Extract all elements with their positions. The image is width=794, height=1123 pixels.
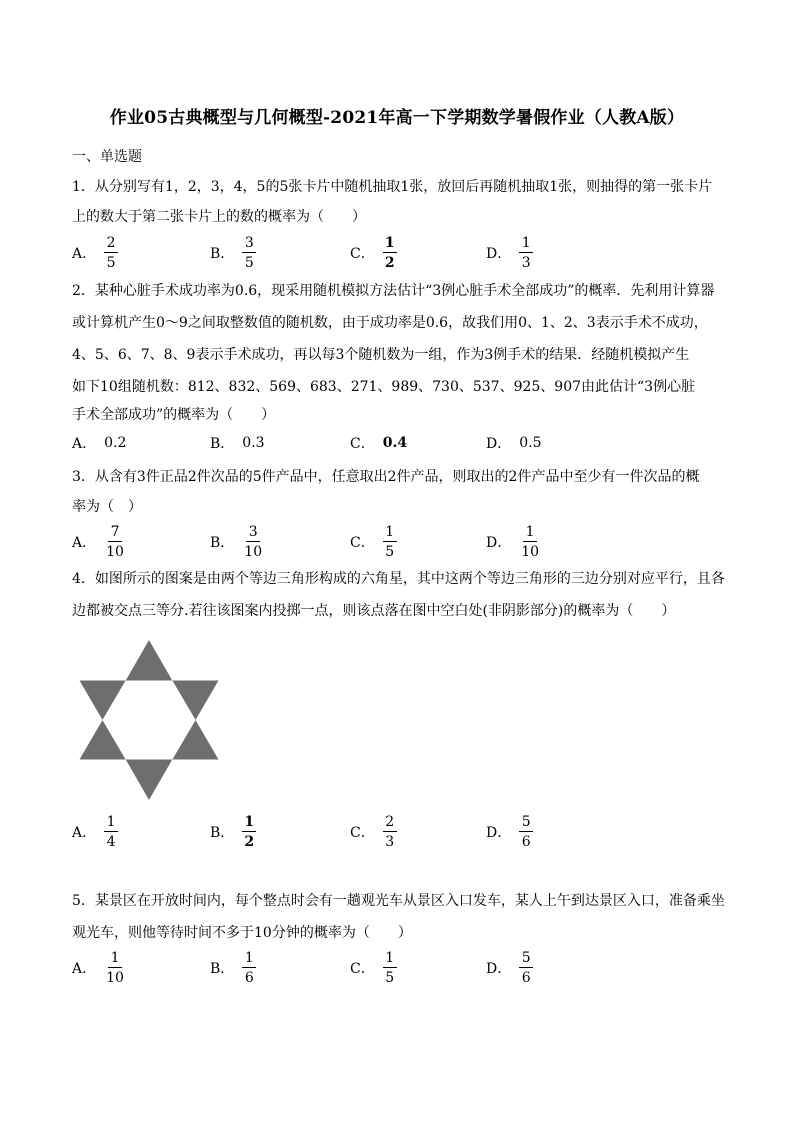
option-value: 0.3 bbox=[242, 435, 265, 451]
numerator: 1 bbox=[523, 525, 537, 542]
q4-line-2: 边都被交点三等分.若往该图案内投掷一点，则该点落在图中空白处(非阴影部分)的概率为（ ） bbox=[72, 603, 676, 619]
denominator: 5 bbox=[106, 255, 116, 271]
q1-line-2: 上的数大于第二张卡片上的数的概率为（ ） bbox=[72, 209, 366, 225]
option-fraction bbox=[383, 236, 397, 270]
numerator: 1 bbox=[519, 236, 533, 253]
q5-option-b[interactable] bbox=[210, 946, 256, 990]
numerator: 3 bbox=[246, 525, 260, 542]
q2-options bbox=[72, 421, 722, 465]
q1-options bbox=[72, 231, 722, 275]
option-fraction bbox=[519, 236, 533, 270]
denominator: 3 bbox=[521, 255, 531, 271]
page-title: 作业05古典概型与几何概型-2021年高一下学期数学暑假作业（人教A版） bbox=[109, 108, 685, 128]
option-fraction bbox=[383, 815, 397, 849]
q3-option-b[interactable] bbox=[210, 520, 264, 564]
numerator: 7 bbox=[108, 525, 122, 542]
q3-line-2: 率为（ ） bbox=[72, 499, 142, 515]
option-fraction bbox=[383, 525, 397, 559]
denominator: 6 bbox=[521, 970, 531, 986]
section-heading: 一、单选题 bbox=[72, 149, 142, 165]
option-label: A． bbox=[72, 961, 97, 977]
option-fraction bbox=[383, 951, 397, 985]
denominator: 5 bbox=[244, 255, 254, 271]
option-label: D． bbox=[486, 436, 512, 452]
q2-line-3: 4、5、6、7、8、9表示手术成功，再以每3个随机数为一组，作为3例手术的结果．经随机模拟产生 bbox=[72, 347, 690, 363]
option-label: A． bbox=[72, 436, 97, 452]
option-label: B． bbox=[210, 825, 235, 841]
q2-option-b[interactable] bbox=[210, 421, 265, 465]
option-fraction bbox=[519, 815, 533, 849]
q1-option-a[interactable] bbox=[72, 231, 118, 275]
option-label: B． bbox=[210, 246, 235, 262]
denominator: 6 bbox=[521, 834, 531, 850]
option-label: A． bbox=[72, 535, 97, 551]
numerator: 1 bbox=[242, 951, 256, 968]
numerator: 1 bbox=[383, 951, 397, 968]
q3-option-d[interactable] bbox=[486, 520, 541, 564]
denominator: 2 bbox=[244, 834, 255, 850]
q4-option-c[interactable] bbox=[350, 810, 397, 854]
numerator: 1 bbox=[108, 951, 122, 968]
hexagram-figure bbox=[78, 636, 220, 802]
q2-line-4: 如下10组随机数：812、832、569、683、271、989、730、537、925、907由此估计“3例心脏 bbox=[72, 379, 696, 395]
numerator: 5 bbox=[519, 815, 533, 832]
numerator: 1 bbox=[383, 236, 397, 253]
option-fraction bbox=[519, 525, 541, 559]
denominator: 10 bbox=[521, 544, 540, 560]
q4-option-d[interactable] bbox=[486, 810, 533, 854]
option-fraction bbox=[242, 236, 256, 270]
option-value: 0.2 bbox=[104, 435, 127, 451]
option-label: C． bbox=[350, 436, 375, 452]
q2-option-a[interactable] bbox=[72, 421, 126, 465]
q4-option-a[interactable] bbox=[72, 810, 118, 854]
option-label: A． bbox=[72, 825, 97, 841]
q1-option-b[interactable] bbox=[210, 231, 256, 275]
option-label: C． bbox=[350, 535, 375, 551]
option-fraction bbox=[242, 815, 256, 849]
option-label: C． bbox=[350, 961, 375, 977]
denominator: 10 bbox=[244, 544, 263, 560]
option-value: 0.4 bbox=[382, 435, 408, 451]
denominator: 3 bbox=[385, 834, 395, 850]
option-fraction bbox=[104, 525, 126, 559]
q2-line-5: 手术全部成功”的概率为（ ） bbox=[72, 407, 276, 423]
option-label: D． bbox=[486, 825, 512, 841]
denominator: 5 bbox=[385, 970, 395, 986]
option-label: D． bbox=[486, 961, 512, 977]
option-label: A． bbox=[72, 246, 97, 262]
option-fraction bbox=[104, 951, 126, 985]
numerator: 2 bbox=[104, 236, 118, 253]
option-label: B． bbox=[210, 961, 235, 977]
q1-option-d[interactable] bbox=[486, 231, 533, 275]
option-fraction bbox=[242, 951, 256, 985]
option-fraction bbox=[242, 525, 264, 559]
q3-option-a[interactable] bbox=[72, 520, 126, 564]
denominator: 10 bbox=[106, 970, 124, 986]
option-label: B． bbox=[210, 436, 235, 452]
q5-line-1: 5．某景区在开放时间内，每个整点时会有一趟观光车从景区入口发车，某人上午到达景区入口，准备乘坐 bbox=[72, 893, 725, 909]
q3-option-c[interactable] bbox=[350, 520, 397, 564]
option-label: C． bbox=[350, 246, 375, 262]
q2-line-1: 2．某种心脏手术成功率为0.6，现采用随机模拟方法估计“3例心脏手术全部成功”的概率．先利用计算器 bbox=[72, 283, 715, 299]
option-label: D． bbox=[486, 535, 512, 551]
q4-option-b[interactable] bbox=[210, 810, 256, 854]
numerator: 2 bbox=[383, 815, 397, 832]
denominator: 6 bbox=[244, 970, 254, 986]
q4-options bbox=[72, 810, 722, 854]
denominator: 2 bbox=[384, 255, 395, 271]
option-value: 0.5 bbox=[519, 435, 542, 451]
q2-line-2: 或计算机产生0～9之间取整数值的随机数，由于成功率是0.6，故我们用0、1、2、3表示手术不成功， bbox=[72, 315, 708, 331]
option-label: C． bbox=[350, 825, 375, 841]
q5-options bbox=[72, 946, 722, 990]
q2-option-d[interactable] bbox=[486, 421, 542, 465]
q5-option-d[interactable] bbox=[486, 946, 533, 990]
option-label: B． bbox=[210, 535, 235, 551]
denominator: 5 bbox=[385, 544, 395, 560]
q4-line-1: 4．如图所示的图案是由两个等边三角形构成的六角星，其中这两个等边三角形的三边分别对应平行，且各 bbox=[72, 571, 725, 587]
option-label: D． bbox=[486, 246, 512, 262]
denominator: 4 bbox=[106, 834, 116, 850]
q5-line-2: 观光车，则他等待时间不多于10分钟的概率为（ ） bbox=[72, 925, 412, 941]
denominator: 10 bbox=[106, 544, 124, 560]
q1-option-c[interactable] bbox=[350, 231, 397, 275]
option-fraction bbox=[519, 951, 533, 985]
q2-option-c[interactable] bbox=[350, 421, 407, 465]
option-fraction bbox=[104, 236, 118, 270]
shaded-triangle-top bbox=[126, 640, 173, 681]
q5-option-c[interactable] bbox=[350, 946, 397, 990]
numerator: 5 bbox=[519, 951, 533, 968]
numerator: 1 bbox=[104, 815, 118, 832]
option-fraction bbox=[104, 815, 118, 849]
shaded-triangle-bottom bbox=[126, 760, 173, 801]
q3-options bbox=[72, 520, 722, 564]
q3-line-1: 3．从含有3件正品2件次品的5件产品中，任意取出2件产品，则取出的2件产品中至少有一件次品的概 bbox=[72, 469, 700, 485]
q5-option-a[interactable] bbox=[72, 946, 126, 990]
q1-line-1: 1．从分别写有1，2，3，4，5的5张卡片中随机抽取1张，放回后再随机抽取1张，则抽得的第一张卡片 bbox=[72, 179, 713, 195]
numerator: 3 bbox=[242, 236, 256, 253]
numerator: 1 bbox=[242, 815, 256, 832]
numerator: 1 bbox=[383, 525, 397, 542]
